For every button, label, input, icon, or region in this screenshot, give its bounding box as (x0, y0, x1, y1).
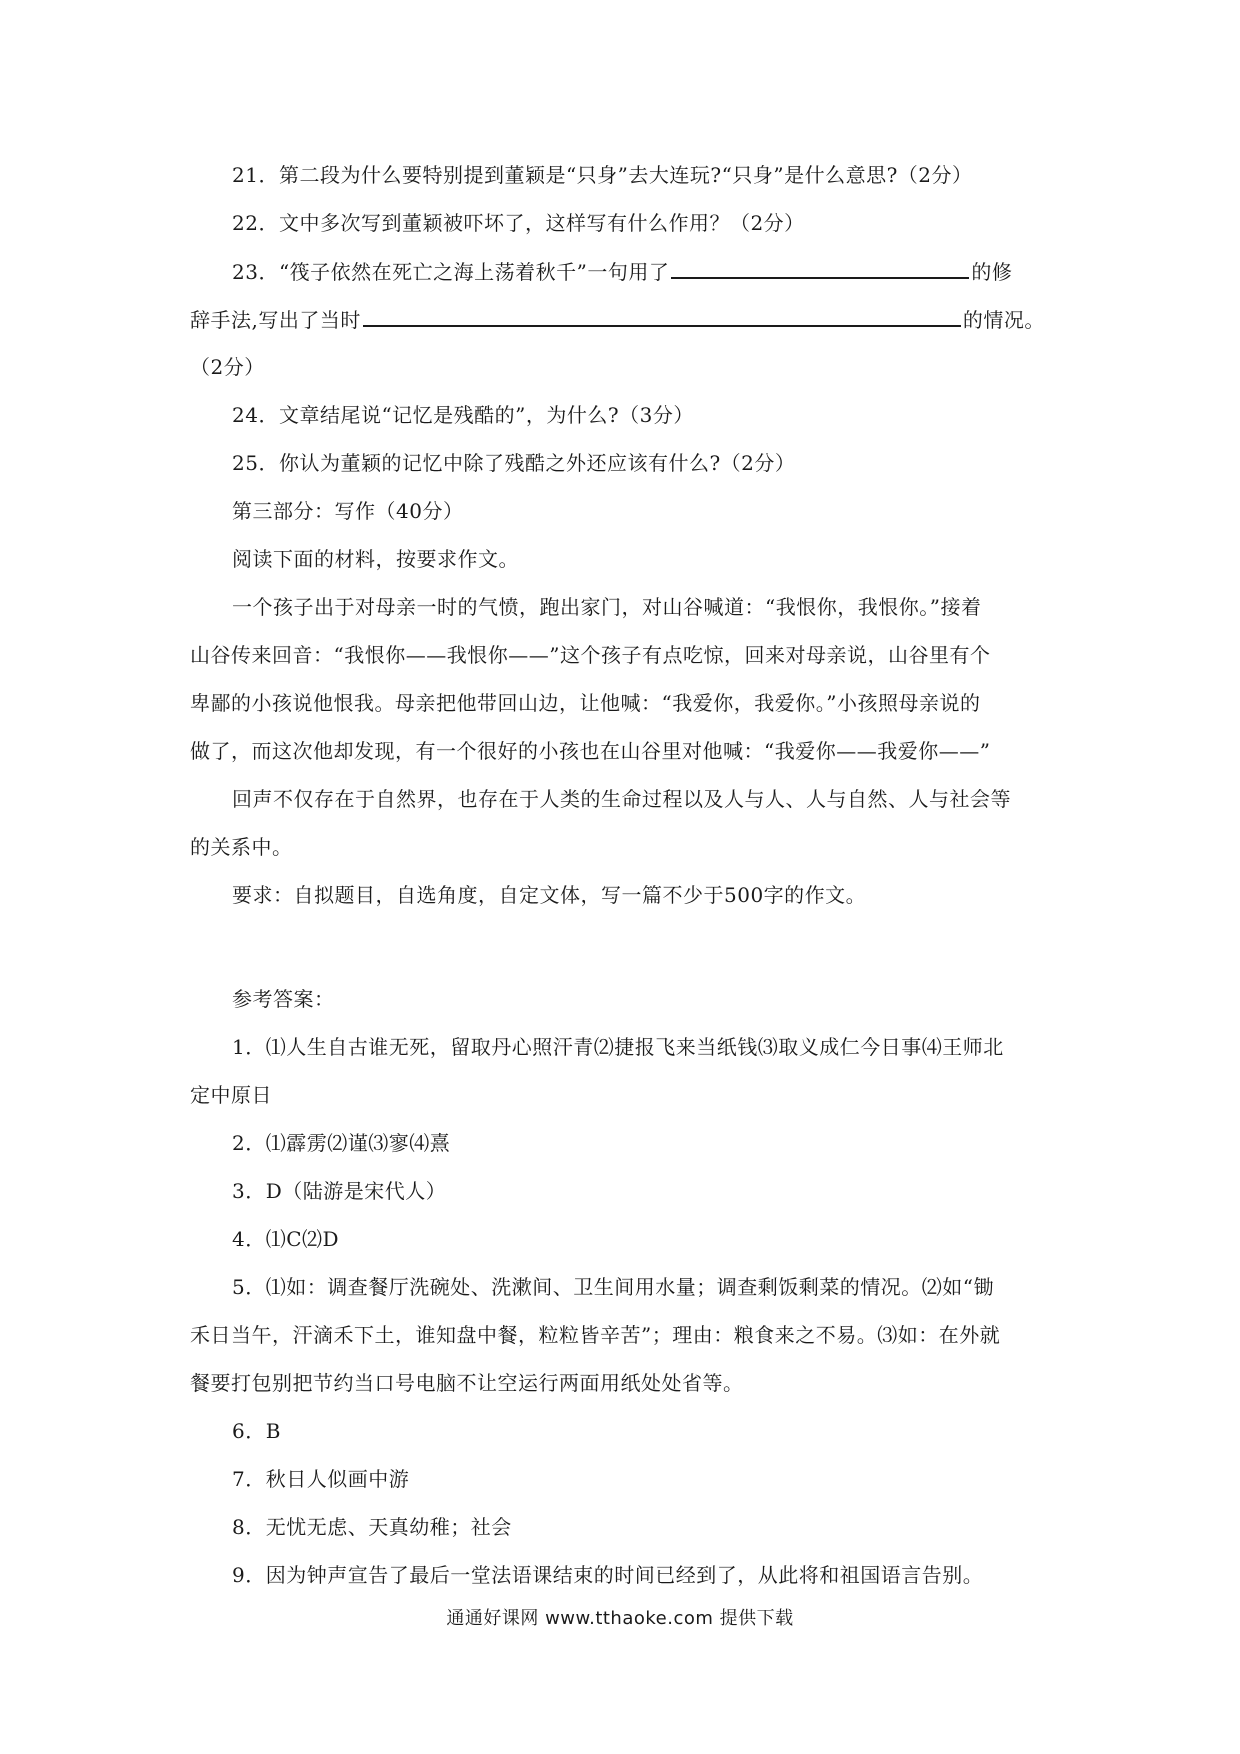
question-23-text-c: 辞手法,写出了当时 (190, 308, 361, 332)
question-23-line-1 (232, 257, 1012, 286)
material-para-1-line-3: 卑鄙的小孩说他恨我。母亲把他带回山边，让他喊：“我爱你，我爱你。”小孩照母亲说的 (190, 691, 981, 715)
writing-heading: 第三部分：写作（40分） (232, 499, 464, 523)
material-para-1-line-2: 山谷传来回音：“我恨你——我恨你——”这个孩子有点吃惊，回来对母亲说，山谷里有个 (190, 643, 991, 667)
question-23-line-2 (190, 305, 1045, 334)
page-footer: 通通好课网 www.tthaoke.com 提供下载 (446, 1608, 794, 1629)
answer-blank-1 (671, 257, 969, 279)
question-23-text-d: 的情况。 (962, 308, 1045, 332)
answer-5-line-1: 5．⑴如：调查餐厅洗碗处、洗漱间、卫生间用水量；调查剩饭剩菜的情况。⑵如“锄 (232, 1275, 994, 1299)
answer-7: 7．秋日人似画中游 (232, 1467, 410, 1491)
material-para-1-line-4: 做了，而这次他却发现，有一个很好的小孩也在山谷里对他喊：“我爱你——我爱你——” (190, 739, 991, 763)
answer-1-line-1: 1．⑴人生自古谁无死，留取丹心照汗青⑵捷报飞来当纸钱⑶取义成仁今日事⑷王师北 (232, 1035, 1004, 1059)
question-23-text-a: 23．“筏子依然在死亡之海上荡着秋千”一句用了 (232, 260, 670, 284)
material-para-2-line-1: 回声不仅存在于自然界，也存在于人类的生命过程以及人与人、人与自然、人与社会等 (232, 787, 1011, 811)
answer-9: 9．因为钟声宣告了最后一堂法语课结束的时间已经到了，从此将和祖国语言告别。 (232, 1563, 984, 1587)
answer-1-line-2: 定中原日 (190, 1083, 272, 1107)
answer-5-line-2: 禾日当午，汗滴禾下土，谁知盘中餐，粒粒皆辛苦”；理由：粮食来之不易。⑶如：在外就 (190, 1323, 1001, 1347)
answer-4: 4．⑴C⑵D (232, 1227, 340, 1251)
answer-8: 8．无忧无虑、天真幼稚；社会 (232, 1515, 512, 1539)
question-23-line-3: （2分） (190, 355, 265, 379)
question-22: 22．文中多次写到董颖被吓坏了，这样写有什么作用？（2分） (232, 211, 805, 235)
answers-heading: 参考答案： (232, 987, 335, 1011)
question-25: 25．你认为董颖的记忆中除了残酷之外还应该有什么?（2分） (232, 451, 796, 475)
question-23-text-b: 的修 (971, 260, 1013, 284)
answer-5-line-3: 餐要打包别把节约当口号电脑不让空运行两面用纸处处省等。 (190, 1371, 744, 1395)
material-para-1-line-1: 一个孩子出于对母亲一时的气愤，跑出家门，对山谷喊道：“我恨你，我恨你。”接着 (232, 595, 982, 619)
question-21: 21．第二段为什么要特别提到董颖是“只身”去大连玩?“只身”是什么意思?（2分） (232, 163, 973, 187)
writing-instruction: 阅读下面的材料，按要求作文。 (232, 547, 519, 571)
answer-3: 3．D（陆游是宋代人） (232, 1179, 447, 1203)
writing-requirement: 要求：自拟题目，自选角度，自定文体，写一篇不少于500字的作文。 (232, 883, 867, 907)
answer-blank-2 (363, 305, 961, 327)
answer-6: 6．B (232, 1419, 281, 1443)
material-para-2-line-2: 的关系中。 (190, 835, 293, 859)
answer-2: 2．⑴霹雳⑵谨⑶寥⑷熹 (232, 1131, 451, 1155)
question-24: 24．文章结尾说“记忆是残酷的”，为什么?（3分） (232, 403, 694, 427)
